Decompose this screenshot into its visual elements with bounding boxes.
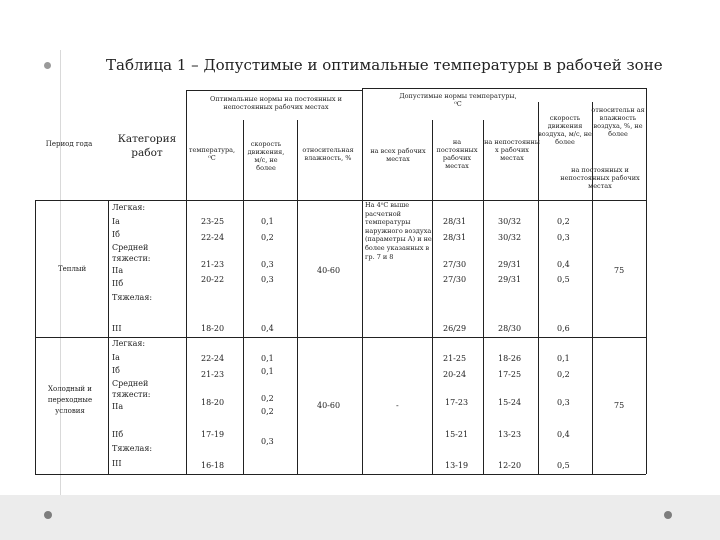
warm-speed-4: 0,4 (261, 324, 274, 333)
cold-aspeed-5: 0,5 (557, 461, 570, 470)
header-period: Период года (45, 140, 93, 148)
grid-line (362, 88, 646, 89)
warm-nonperm-0: 30/32 (498, 217, 522, 226)
cold-aspeed-0: 0,1 (557, 354, 570, 363)
warm-cat-0: Легкая: (112, 203, 146, 212)
grid-line (186, 90, 362, 91)
cold-adm-hum: 75 (614, 401, 625, 410)
warm-all-text: На 4⁰С выше расчетной температуры наружного воздуха (параметры А) и не более указанных в гр. 7 и 8 (365, 201, 432, 261)
cold-aspeed-1: 0,2 (557, 370, 570, 379)
cold-cat-1: Iа (112, 352, 120, 362)
warm-speed-1: 0,2 (261, 233, 274, 242)
header-adm-sub: на постоянных и непостоянных рабочих местах (560, 166, 640, 190)
header-opt-temp: температура, ⁰С (188, 146, 236, 162)
grid-line (108, 200, 109, 474)
warm-speed-2: 0,3 (261, 260, 274, 269)
warm-cat-3: Средней тяжести: (112, 242, 151, 263)
header-adm-nonperm: на непостоянны х рабочих местах (484, 138, 540, 162)
grid-line (483, 120, 484, 474)
cold-aspeed-4: 0,4 (557, 430, 570, 439)
warm-temp-3: 20-22 (201, 275, 225, 284)
cold-cat-5: IIб (112, 430, 124, 439)
cold-cat-4: IIа (112, 401, 124, 411)
grid-line (297, 120, 298, 474)
cold-temp-5: 16-18 (201, 461, 225, 470)
grid-line (243, 120, 244, 474)
cold-nonperm-0: 18-26 (498, 354, 522, 363)
cold-speed-1: 0,1 (261, 367, 274, 376)
cold-nonperm-1: 17-25 (498, 370, 522, 379)
warm-speed-0: 0,1 (261, 217, 274, 226)
header-adm-group: Допустимые нормы температуры, ⁰С (399, 92, 517, 108)
cold-cat-3: Средней тяжести: (112, 378, 151, 399)
page-title: Таблица 1 – Допустимые и оптимальные температуры в рабочей зоне (106, 56, 663, 74)
cold-cat-6: Тяжелая: (112, 444, 153, 453)
warm-perm-2: 27/30 (443, 260, 467, 269)
warm-cat-1: Iа (112, 216, 120, 226)
cold-cat-7: III (112, 459, 122, 468)
bullet-dot-right (664, 511, 672, 519)
cold-temp-0: 22-24 (201, 354, 225, 363)
grid-line (646, 88, 647, 200)
header-opt-hum: относительная влажность, % (302, 146, 354, 162)
warm-perm-0: 28/31 (443, 217, 467, 226)
bullet-dot-top (44, 62, 51, 69)
grid-line (362, 88, 363, 474)
warm-nonperm-3: 29/31 (498, 275, 522, 284)
warm-temp-2: 21-23 (201, 260, 225, 269)
cold-aspeed-2: 0,3 (557, 398, 570, 407)
warm-perm-3: 27/30 (443, 275, 467, 284)
warm-cat-6: Тяжелая: (112, 292, 153, 302)
grid-line (432, 120, 433, 474)
warm-cat-7: III (112, 324, 122, 333)
bullet-dot-left (44, 511, 52, 519)
warm-period: Теплый (58, 265, 87, 273)
warm-temp-0: 23-25 (201, 217, 225, 226)
warm-aspeed-1: 0,3 (557, 233, 570, 242)
cold-temp-2: 18-20 (201, 398, 225, 407)
warm-hum: 40-60 (317, 266, 341, 275)
cold-nonperm-2: 15-24 (498, 398, 522, 407)
cold-nonperm-5: 12-20 (498, 461, 522, 470)
header-opt-group: Оптимальные нормы на постоянных и непостоянных рабочих местах (210, 95, 342, 111)
header-category: Категория работ (117, 133, 177, 159)
grid-line (646, 200, 647, 474)
cold-cat-2: Iб (112, 366, 120, 376)
grid-line (35, 474, 646, 475)
warm-aspeed-2: 0,4 (557, 260, 570, 269)
cold-period: Холодный и переходные условия (47, 385, 93, 415)
header-adm-all: на всех рабочих местах (370, 147, 426, 163)
cold-perm-0: 21-25 (443, 354, 467, 363)
cold-temp-1: 21-23 (201, 370, 225, 379)
cold-perm-1: 20-24 (443, 370, 467, 379)
warm-cat-2: Iб (112, 230, 120, 240)
warm-perm-4: 26/29 (443, 324, 467, 333)
warm-aspeed-0: 0,2 (557, 217, 570, 226)
warm-nonperm-1: 30/32 (498, 233, 522, 242)
cold-speed-2: 0,2 (261, 394, 274, 403)
cold-speed-0: 0,1 (261, 354, 274, 363)
cold-perm-2: 17-23 (445, 398, 469, 407)
cold-perm-4: 15-21 (445, 430, 469, 439)
warm-temp-4: 18-20 (201, 324, 225, 333)
cold-speed-3: 0,2 (261, 407, 274, 416)
header-adm-hum: относительн ая влажность воздуха, %, не более (591, 106, 645, 138)
cold-perm-5: 13-19 (445, 461, 469, 470)
warm-cat-4: IIа (112, 265, 124, 275)
cold-speed-4: 0,3 (261, 437, 274, 446)
warm-perm-1: 28/31 (443, 233, 467, 242)
warm-nonperm-4: 28/30 (498, 324, 522, 333)
cold-categories (112, 337, 176, 413)
grid-line (35, 200, 36, 474)
bottom-strip (0, 495, 720, 540)
cold-all-text: - (396, 401, 399, 410)
grid-line (592, 102, 593, 474)
warm-categories (112, 201, 176, 305)
warm-adm-hum: 75 (614, 266, 625, 275)
warm-cat-5: IIб (112, 279, 124, 289)
cold-temp-4: 17-19 (201, 430, 225, 439)
header-adm-speed: скорость движения воздуха, м/с, не более (538, 114, 592, 146)
warm-nonperm-2: 29/31 (498, 260, 522, 269)
header-adm-perm: на постоянных рабочих местах (436, 138, 478, 170)
warm-speed-3: 0,3 (261, 275, 274, 284)
warm-aspeed-4: 0,6 (557, 324, 570, 333)
warm-temp-1: 22-24 (201, 233, 225, 242)
header-opt-speed: скорость движения, м/с, не более (247, 140, 285, 172)
cold-cat-0: Легкая: (112, 339, 146, 348)
cold-hum: 40-60 (317, 401, 341, 410)
warm-aspeed-3: 0,5 (557, 275, 570, 284)
cold-nonperm-4: 13-23 (498, 430, 522, 439)
